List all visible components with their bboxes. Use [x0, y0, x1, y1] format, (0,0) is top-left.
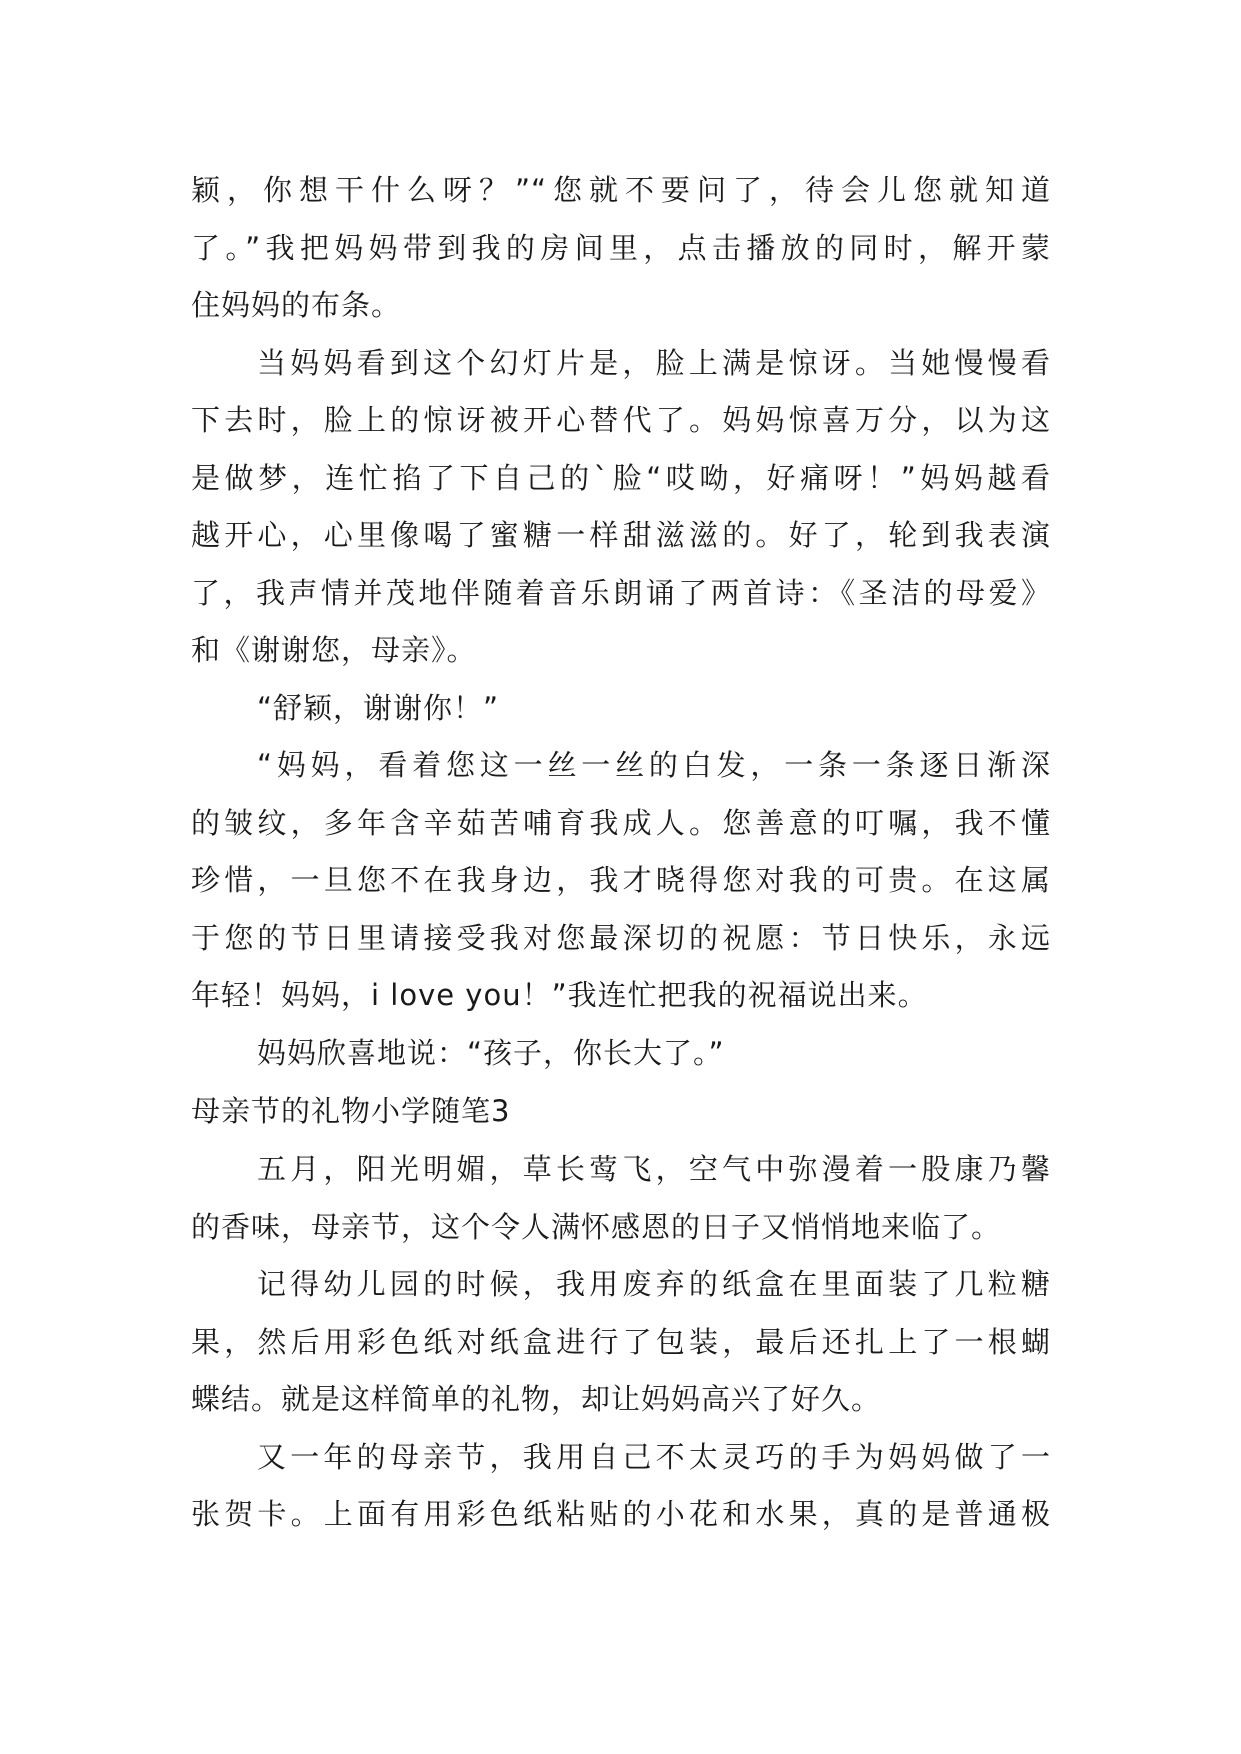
text-line: 珍惜，一旦您不在我身边，我才晓得您对我的可贵。在这属	[191, 863, 1051, 897]
text-line: 的香味，母亲节，这个令人满怀感恩的日子又悄悄地来临了。	[191, 1209, 1002, 1244]
text-line: 蝶结。就是这样简单的礼物，却让妈妈高兴了好久。	[191, 1382, 882, 1416]
text-line: 是做梦，连忙掐了下自己的`脸“哎呦，好痛呀！”妈妈越看	[191, 460, 1051, 495]
text-line: 住妈妈的布条。	[191, 288, 402, 322]
text-line: “妈妈，看着您这一丝一丝的白发，一条一条逐日渐深	[257, 748, 1051, 782]
text-line: 又一年的母亲节，我用自己不太灵巧的手为妈妈做了一	[257, 1439, 1051, 1474]
text-line: 年轻！妈妈，i love you！”我连忙把我的祝福说出来。	[191, 978, 928, 1012]
text-line: 当妈妈看到这个幻灯片是，脸上满是惊讶。当她慢慢看	[257, 345, 1051, 380]
document-body	[191, 162, 1051, 1544]
text-line: 的皱纹，多年含辛茹苦哺育我成人。您善意的叮嘱，我不懂	[191, 805, 1051, 840]
text-line: 五月，阳光明媚，草长莺飞，空气中弥漫着一股康乃馨	[257, 1152, 1051, 1186]
text-line: 了。”我把妈妈带到我的房间里，点击播放的同时，解开蒙	[191, 230, 1051, 265]
text-line: 颖，你想干什么呀？”“您就不要问了，待会儿您就知道	[191, 173, 1051, 207]
text-line: 记得幼儿园的时候，我用废弃的纸盒在里面装了几粒糖	[257, 1267, 1051, 1301]
text-line: 下去时，脸上的惊讶被开心替代了。妈妈惊喜万分，以为这	[191, 403, 1051, 437]
section-heading: 母亲节的礼物小学随笔3	[191, 1094, 511, 1128]
text-line: 妈妈欣喜地说：“孩子，你长大了。”	[257, 1035, 725, 1070]
text-line: 越开心，心里像喝了蜜糖一样甜滋滋的。好了，轮到我表演	[191, 518, 1051, 552]
text-line: 于您的节日里请接受我对您最深切的祝愿：节日快乐，永远	[191, 920, 1051, 955]
text-line: 了，我声情并茂地伴随着音乐朗诵了两首诗：《圣洁的母爱》	[191, 575, 1051, 610]
text-line: 和《谢谢您，母亲》。	[191, 633, 477, 667]
text-line: 果，然后用彩色纸对纸盒进行了包装，最后还扎上了一根蝴	[191, 1324, 1051, 1359]
text-line: “舒颖，谢谢你！”	[257, 690, 500, 725]
text-line: 张贺卡。上面有用彩色纸粘贴的小花和水果，真的是普通极	[191, 1497, 1051, 1531]
